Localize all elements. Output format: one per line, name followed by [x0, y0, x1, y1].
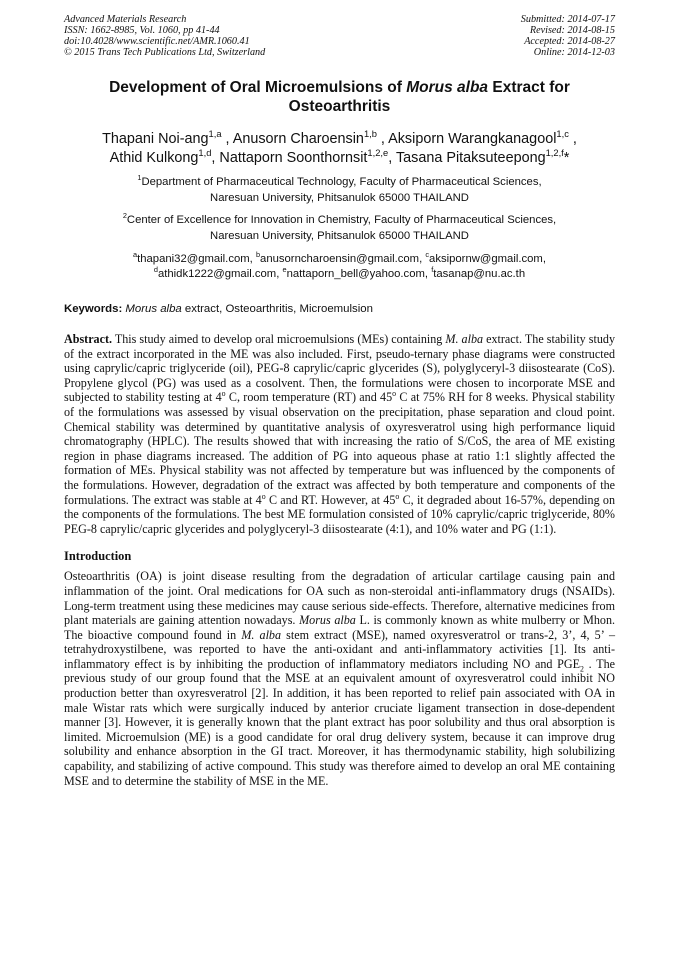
author-list: [64, 130, 615, 168]
paper-title: [64, 78, 615, 116]
affiliation-line: Naresuan University, Phitsanulok 65000 THAILAND: [210, 230, 469, 242]
issn-line: ISSN: 1662-8985, Vol. 1060, pp 41-44: [64, 25, 220, 36]
keywords-label: Keywords:: [64, 303, 123, 315]
intro-text: Osteoarthritis (OA) is joint disease resulting from the degradation of articular cartilage causing pain and inflammation of the joint. Oral medications for OA such as non-steroidal anti-inflammatory drugs (NSAIDs). Long-term treatment using these medicines may cause serious side-effects. Therefore, alternative medicines from plant materials are gaining attention nowadays.: [64, 569, 615, 628]
title-species: Morus alba: [406, 79, 489, 96]
author-name: Nattaporn Soonthornsit: [219, 150, 368, 166]
paper-page: [64, 14, 615, 788]
author-sep: ,: [221, 131, 233, 147]
email-marker: d: [153, 265, 158, 275]
author-name: Tasana Pitaksuteepong: [395, 150, 546, 166]
intro-italic: Morus alba: [299, 613, 356, 628]
abstract-text: C, room temperature (RT) and 45: [225, 390, 393, 405]
online-date: Online: 2014-12-03: [533, 47, 615, 58]
author-name: Anusorn Charoensin: [232, 131, 364, 147]
keywords-list: extract, Osteoarthritis, Microemulsion: [181, 303, 373, 315]
keywords: [64, 302, 615, 317]
accepted-date: Accepted: 2014-08-27: [524, 36, 615, 47]
abstract-label: Abstract.: [64, 332, 113, 346]
email-marker: b: [255, 250, 261, 260]
revised-date: Revised: 2014-08-15: [529, 25, 615, 36]
intro-text: L. is commonly known as white mulberry or Mhon. The bioactive compound found in: [64, 613, 616, 642]
email-address[interactable]: athidk1222@gmail.com: [157, 268, 277, 280]
affiliation-2: [64, 212, 615, 244]
email-marker: e: [282, 265, 287, 275]
abstract-text: C, it degraded about 16-57%, depending on the components of the formulations. The best ME formulation consisted of 10% caprylic/capric triglyceride, 80% PEG-8 caprylic/capric glycerides and polyglyceryl-3 diisostearate (4:1), and 10% water and PG (1:1).: [64, 492, 615, 536]
introduction-heading: Introduction: [64, 549, 132, 564]
author-emails: $^a$thapani32@gmail.com, $^b$anusorncharoensin@gmail.com, $^c$aksipornw@gmail.com, $^d$athidk1222@gmail.com, $^e$nattaporn_bell@yahoo.com, $^f$tasanap@nu.ac.th: [133, 250, 546, 280]
journal-name: Advanced Materials Research: [64, 14, 187, 25]
degree-mark: o: [261, 491, 266, 501]
journal-info: [64, 14, 265, 58]
affiliation-line: Naresuan University, Phitsanulok 65000 THAILAND: [210, 192, 469, 204]
email-address[interactable]: anusorncharoensin@gmail.com: [260, 253, 420, 265]
email-address[interactable]: aksipornw@gmail.com: [429, 253, 543, 265]
doi-line: doi:10.4028/www.scientific.net/AMR.1060.41: [64, 36, 250, 47]
abstract-text: C and RT. However, at 45: [265, 492, 396, 507]
copyright-line: © 2015 Trans Tech Publications Ltd, Switzerland: [64, 47, 266, 58]
title-prefix: Development of Oral Microemulsions of: [109, 79, 407, 96]
author-affil: 1,d: [198, 148, 212, 159]
submitted-date: Submitted: 2014-07-17: [520, 14, 615, 25]
author-affil: 1,2,f: [545, 148, 564, 159]
abstract-text: This study aimed to develop oral microemulsions (MEs) containing: [112, 332, 446, 346]
email-marker: c: [425, 250, 430, 260]
author-name: Aksiporn Warangkanagool: [388, 131, 557, 147]
degree-mark: o: [221, 389, 226, 399]
author-affil: 1,2,e: [367, 148, 389, 159]
author-name: Athid Kulkong: [109, 150, 199, 166]
abstract-text: C at 75% RH for 8 weeks. Physical stability of the formulations was assessed by visual observation on the precipitation, phase separation and cloud point. Chemical stability was determined by quantitative analysis of oxyresveratrol using high performance liquid chromatography (HPLC). The results showed that with increasing the ratio of S/CoS, the area of ME existing region in phase diagrams increased. The addition of PG into aqueous phase at ratio 1:1 slightly affected the formation of MEs. Physical stability was not affected by temperature but was influenced by the components of the formulations. However, degradation of the extract was affected by both temperature and components of the formulations. The extract was stable at 4: [64, 390, 616, 507]
author-name: Thapani Noi-ang: [102, 131, 209, 147]
intro-text: stem extract (MSE), named oxyresveratrol or trans-2, 3’, 4, 5’ –tetrahydroxystilbene, was reported to have the anti-oxidant and anti-inflammatory activities [1]. Its anti-inflammatory effect is by inhibiting the production of inflammatory mediators including NO and PGE: [64, 627, 615, 671]
title-suffix: Extract for Osteoarthritis: [288, 79, 570, 115]
affiliation-line: Center of Excellence for Innovation in Chemistry, Faculty of Pharmaceutical Sciences,: [126, 214, 557, 226]
author-sep: *: [563, 150, 570, 166]
affiliation-marker: 2: [122, 211, 127, 221]
author-sep: ,: [376, 131, 389, 147]
introduction-text: [64, 569, 615, 788]
affiliation-marker: 1: [137, 173, 142, 183]
author-sep: ,: [568, 131, 577, 147]
abstract-text: extract. The stability study of the extract incorporated in the ME was also included. First, pseudo-ternary phase diagrams were constructed using caprylic/capric triglyceride (oil), PEG-8 caprylic/capric glycerides (S), polyglyceryl-3 diisostearate (CoS). Propylene glycol (PG) was used as a cosolvent. Then, the formulations were chosen to incorporate MSE and subjected to stability testing at 4: [64, 332, 615, 405]
abstract: [64, 332, 615, 536]
affiliation-1: [64, 174, 615, 206]
abstract-italic: M. alba: [445, 332, 484, 346]
author-sep: ,: [211, 150, 220, 166]
publication-dates: [521, 14, 615, 58]
author-sep: ,: [388, 150, 396, 166]
degree-mark: o: [395, 491, 400, 501]
email-address[interactable]: nattaporn_bell@yahoo.com: [286, 268, 425, 280]
email-address[interactable]: tasanap@nu.ac.th: [433, 268, 526, 280]
author-affil: 1,a: [208, 129, 222, 140]
keyword-species: Morus alba: [125, 303, 182, 315]
intro-text: . The previous study of our group found that the MSE at an equivalent amount of oxyresveratrol could inhibit NO production better than oxyresveratrol [2]. In addition, it has been reported to relief pain associated with OA in male Wistar rats which were surgically induced by anterior cruciate ligament transection in dose-dependent manner [3]. However, it is generally known that the plant extract has poor solubility and thus oral absorption is limited. Microemulsion (ME) is a good candidate for oral drug delivery system, because it can improve drug solubility and enhance absorption in the GI tract. Moreover, it has thermodynamic stability, high solubilizing capability, and stabilizing of active compound. This study was therefore aimed to develop an oral ME containing MSE and to determine the stability of MSE in the ME.: [64, 656, 615, 788]
author-affil: 1,b: [363, 129, 377, 140]
intro-italic: M. alba: [241, 627, 282, 642]
author-affil: 1,c: [556, 129, 569, 140]
email-marker: a: [133, 250, 138, 260]
degree-mark: o: [392, 389, 397, 399]
subscript-2: 2: [580, 664, 584, 674]
affiliation-line: Department of Pharmaceutical Technology, Faculty of Pharmaceutical Sciences,: [141, 176, 542, 188]
email-address[interactable]: thapani32@gmail.com: [137, 253, 250, 265]
journal-header: [64, 14, 615, 58]
email-marker: f: [431, 265, 434, 275]
